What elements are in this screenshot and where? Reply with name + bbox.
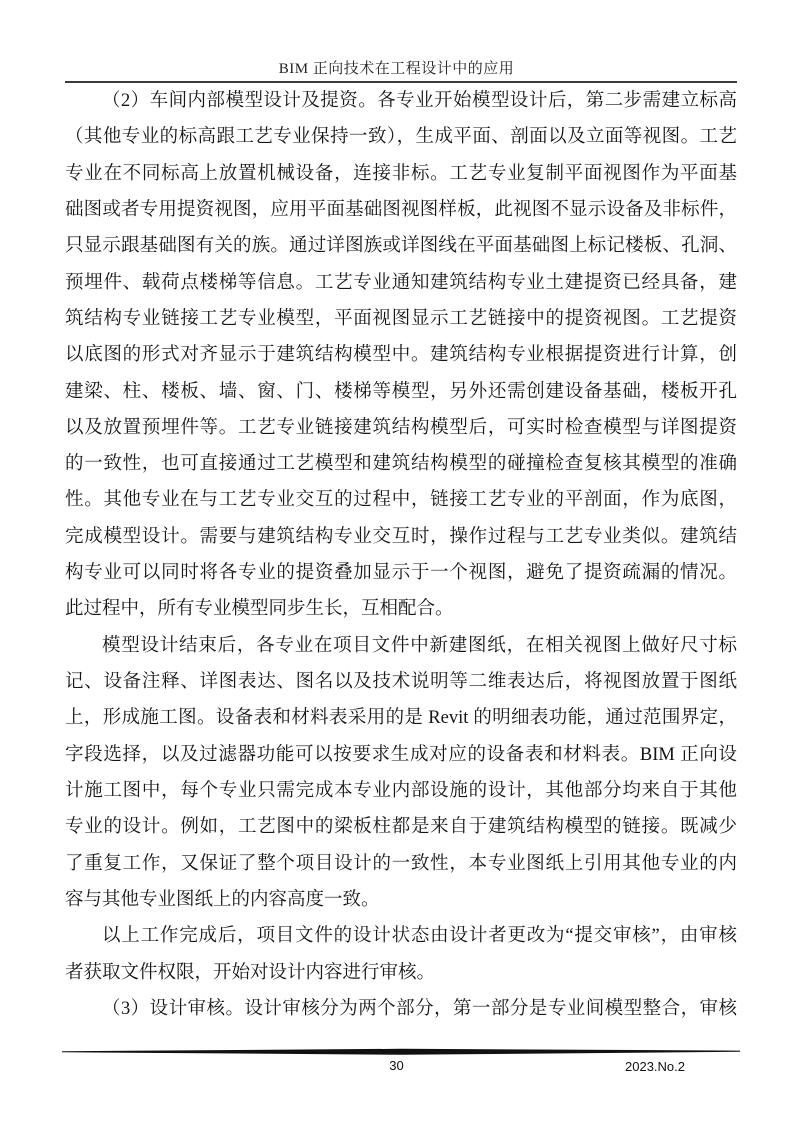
text-line: 容与其他专业图纸上的内容高度一致。 <box>65 889 380 910</box>
text-line: 上，形成施工图。设备表和材料表采用的是 Revit 的明细表功能，通过范围界定， <box>65 708 737 729</box>
text-line: 筑结构专业链接工艺专业模型，平面视图显示工艺链接中的提资视图。工艺提资 <box>65 308 737 329</box>
text-line: 专业在不同标高上放置机械设备，连接非标。工艺专业复制平面视图作为平面基 <box>65 163 737 184</box>
text-line: （其他专业的标高跟工艺专业保持一致），生成平面、剖面以及立面等视图。工艺 <box>65 127 737 148</box>
running-header-title: BIM 正向技术在工程设计中的应用 <box>278 61 515 77</box>
text-line: 模型设计结束后，各专业在项目文件中新建图纸，在相关视图上做好尺寸标 <box>102 635 737 656</box>
text-line: 此过程中，所有专业模型同步生长，互相配合。 <box>65 599 454 620</box>
text-line: 预埋件、载荷点楼梯等信息。工艺专业通知建筑结构专业土建提资已经具备，建 <box>65 272 737 293</box>
text-line: 以及放置预埋件等。工艺专业链接建筑结构模型后，可实时检查模型与详图提资 <box>65 417 737 438</box>
body-text <box>65 83 737 1027</box>
issue-number: 2023.No.2 <box>625 1059 685 1074</box>
text-line: 字段选择，以及过滤器功能可以按要求生成对应的设备表和材料表。BIM 正向设 <box>65 744 737 765</box>
text-line: 以上工作完成后，项目文件的设计状态由设计者更改为“提交审核”，由审核 <box>102 926 737 947</box>
text-line: 完成模型设计。需要与建筑结构专业交互时，操作过程与工艺专业类似。建筑结 <box>65 526 737 547</box>
text-line: 的一致性，也可直接通过工艺模型和建筑结构模型的碰撞检查复核其模型的准确 <box>65 454 737 475</box>
text-line: 专业的设计。例如，工艺图中的梁板柱都是来自于建筑结构模型的链接。既减少 <box>65 817 737 838</box>
page-number: 30 <box>389 1058 404 1073</box>
text-line: 构专业可以同时将各专业的提资叠加显示于一个视图，避免了提资疏漏的情况。 <box>65 563 737 584</box>
text-line: 性。其他专业在与工艺专业交互的过程中，链接工艺专业的平剖面，作为底图， <box>65 490 737 511</box>
text-line: 记、设备注释、详图表达、图名以及技术说明等二维表达后，将视图放置于图纸 <box>65 672 737 692</box>
text-line: 计施工图中，每个专业只需完成本专业内部设施的设计，其他部分均来自于其他 <box>65 780 737 801</box>
text-line: 只显示跟基础图有关的族。通过详图族或详图线在平面基础图上标记楼板、孔洞、 <box>65 236 737 257</box>
text-line: 者获取文件权限，开始对设计内容进行审核。 <box>65 962 436 983</box>
text-line: 建梁、柱、楼板、墙、窗、门、楼梯等模型，另外还需创建设备基础，楼板开孔 <box>65 381 737 402</box>
text-line: 以底图的形式对齐显示于建筑结构模型中。建筑结构专业根据提资进行计算，创 <box>65 345 737 366</box>
text-line: （3）设计审核。设计审核分为两个部分，第一部分是专业间模型整合，审核 <box>102 998 737 1019</box>
text-line: 础图或者专用提资视图，应用平面基础图视图样板，此视图不显示设备及非标件， <box>65 199 737 220</box>
footer-rule <box>62 1048 740 1056</box>
text-line: 了重复工作，又保证了整个项目设计的一致性，本专业图纸上引用其他专业的内 <box>65 853 737 874</box>
text-line: （2）车间内部模型设计及提资。各专业开始模型设计后，第二步需建立标高 <box>102 91 737 111</box>
